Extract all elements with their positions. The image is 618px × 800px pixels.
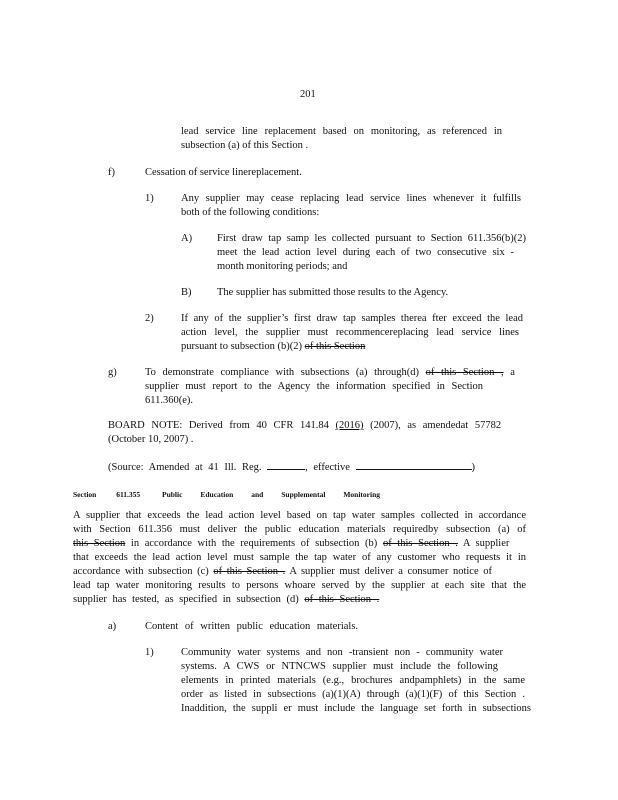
section-para-line-6: lead tap water monitoring results to persons whoare served by the supplier at each site that the [73,580,526,591]
struck-text: of this Section [304,341,366,352]
item-a-title: Content of written public education materials. [145,621,359,632]
blank-effective-date [356,459,472,470]
item-g-line-3: 611.360(e). [145,395,194,406]
board-note-line-1 [108,419,501,433]
item-f2-label: 2) [145,313,154,324]
item-g-line-2: supplier must report to the Agency the information specified in Section [145,381,483,392]
section-para-line-3-end: A supplier [462,538,510,549]
item-f1a-line-1: First draw tap samp les collected pursuant to Section 611.356(b)(2) [217,233,526,244]
item-g-line-1-text: To demonstrate compliance with subsections (a) through(d) [145,367,420,378]
item-a1-line-2: systems. A CWS or NTNCWS supplier must include the following [181,661,498,672]
item-a1-line-3: elements in printed materials (e.g., brochures andpamphlets) in the same [181,675,525,686]
source-line [108,459,475,475]
item-g-line-1-end: a [510,367,515,378]
section-para-line-4: that exceeds the lead action level must sample the tap water of any customer who requests it in [73,552,526,563]
blank-register-page [267,459,305,470]
section-para-line-3 [73,537,509,551]
section-para-line-5-end: A supplier must deliver a consumer notice of [289,566,492,577]
item-f2-line-3-text: pursuant to subsection (b)(2) [181,341,303,352]
section-para-line-1: A supplier that exceeds the lead action level based on tap water samples collected in accordance [73,510,526,521]
item-f2-line-2: action level, the supplier must recommencereplacing lead service lines [181,327,519,338]
board-note-text-a: BOARD NOTE: Derived from 40 CFR 141.84 [108,420,329,431]
source-text-b: , effective [305,462,350,473]
item-a1-label: 1) [145,647,154,658]
item-f-title: Cessation of service linereplacement. [145,167,302,178]
board-note-line-2: (October 10, 2007) . [108,434,194,445]
item-f1b-line-1: The supplier has submitted those results to the Agency. [217,287,449,298]
item-f1b-label: B) [181,287,192,298]
item-f1-line-2: both of the following conditions: [181,207,320,218]
struck-text: of this Section . [382,538,458,549]
section-para-line-3-text: in accordance with the requirements of subsection (b) [130,538,378,549]
section-para-line-7-text: supplier has tested, as specified in subsection (d) [73,594,299,605]
item-f2-line-1: If any of the supplier’s first draw tap samples therea fter exceed the lead [181,313,523,324]
item-f1a-label: A) [181,233,193,244]
continuation-line-2: subsection (a) of this Section . [181,140,309,151]
section-para-line-2: with Section 611.356 must deliver the public education materials requiredby subsection (a) of [73,524,526,535]
item-f-label: f) [108,167,115,178]
item-f1-line-1: Any supplier may cease replacing lead service lines whenever it fulfills [181,193,521,204]
item-f1a-line-2: meet the lead action level during each of two consecutive six - [217,247,514,258]
item-a1-line-4: order as listed in subsections (a)(1)(A) through (a)(1)(F) of this Section . [181,689,525,700]
section-title: Public Education and Supplemental Monitoring [162,490,380,499]
section-para-line-5 [73,565,492,579]
page-number: 201 [300,89,316,100]
item-g-label: g) [108,367,117,378]
continuation-line-1: lead service line replacement based on monitoring, as referenced in [181,126,502,137]
struck-text: of this Section . [213,566,286,577]
struck-text: of this Section , [425,367,504,378]
section-number: Section 611.355 [73,490,141,499]
item-f2-line-3 [181,340,365,354]
section-para-line-7 [73,593,379,607]
struck-text: this Section [73,538,126,549]
item-f1-label: 1) [145,193,154,204]
item-f1a-line-3: month monitoring periods; and [217,261,348,272]
item-a-label: a) [108,621,117,632]
item-g-line-1 [145,366,515,380]
section-para-line-5-text: accordance with subsection (c) [73,566,209,577]
board-note-text-b: (2007), as amendedat 57782 [370,420,502,431]
item-a1-line-5: Inaddition, the suppli er must include the language set forth in subsections [181,703,531,714]
struck-text: of this Section . [304,594,380,605]
underlined-text: (2016) [335,420,364,431]
item-a1-line-1: Community water systems and non -transient non - community water [181,647,503,658]
source-text-c: ) [471,462,476,473]
source-text-a: (Source: Amended at 41 Ill. Reg. [108,462,262,473]
